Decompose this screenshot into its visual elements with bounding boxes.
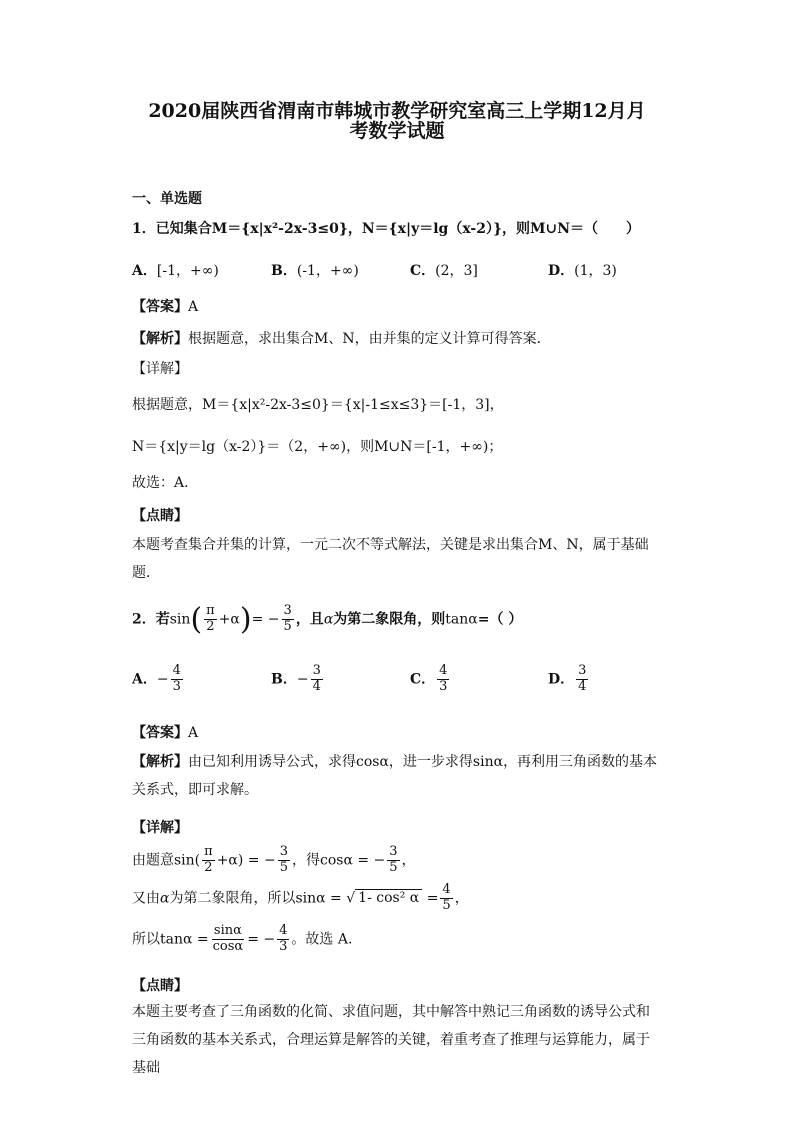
q2-detail-line2: 又由α为第二象限角，所以sinα = √ 1- cos² α = $\frac{4}{5}$ ， bbox=[132, 882, 469, 913]
q1-answer: 【答案】A bbox=[132, 299, 199, 315]
q1-analysis: 【解析】根据题意，求出集合M、N，由并集的定义计算可得答案． bbox=[132, 331, 551, 347]
q1-detail-line: 故选：A． bbox=[132, 475, 199, 491]
q1-comment-heading: 【点睛】 bbox=[132, 508, 188, 524]
q2-option-d: D． $\frac{3}{4}$ bbox=[548, 663, 587, 694]
q2-option-c: C． $\frac{4}{3}$ bbox=[410, 663, 448, 694]
q2-option-b: B．− $\frac{3}{4}$ bbox=[271, 663, 321, 694]
q1-option-b: B．(-1，+∞) bbox=[271, 263, 359, 279]
q2-option-a: A．− $\frac{4}{3}$ bbox=[132, 663, 181, 694]
section-heading: 一、单选题 bbox=[132, 191, 202, 207]
q2-detail-line3: 所以tanα = $\frac{\sin\alpha}{\cos\alpha}$ = − $\frac{4}{3}$ 。故选 A. bbox=[132, 923, 353, 954]
q2-detail-heading: 【详解】 bbox=[132, 820, 188, 836]
doc-title-line2: 考数学试题 bbox=[349, 120, 445, 142]
q2-analysis: 【解析】由已知利用诱导公式，求得cosα，进一步求得sinα，再利用三角函数的基本关系式，即可求解。 bbox=[132, 754, 658, 798]
q1-stem: 1．已知集合M＝{x|x²-2x-3≤0}，N＝{x|y＝lg（x-2）}，则M∪N＝（ ） bbox=[132, 221, 640, 237]
q2-stem: 2．若sin( $\frac{\pi}{2}$ +α)= − $\frac{3}{5}$ ，且α为第二象限角，则tanα=（ ） bbox=[132, 602, 523, 637]
q2-detail-line1: 由题意sin( $\frac{\pi}{2}$ +α) = − $\frac{3}{5}$ ，得cosα = − $\frac{3}{5}$ ， bbox=[132, 844, 416, 875]
q2-comment: 本题主要考查了三角函数的化简、求值问题，其中解答中熟记三角函数的诱导公式和三角函数的基本关系式，合理运算是解答的关键，着重考查了推理与运算能力，属于基础 bbox=[132, 1004, 650, 1076]
doc-title-line1: 2020届陕西省渭南市韩城市教学研究室高三上学期12月月 bbox=[148, 100, 646, 122]
q1-detail-line: N＝{x|y＝lg（x-2）}＝（2，+∞)，则M∪N＝[-1，+∞)； bbox=[132, 439, 503, 455]
q1-detail-line: 根据题意，M＝{x|x²-2x-3≤0}＝{x|-1≤x≤3}＝[-1，3]， bbox=[132, 397, 504, 413]
q1-detail-heading: 【详解】 bbox=[132, 361, 188, 377]
q1-option-c: C．(2，3] bbox=[410, 263, 478, 279]
q1-option-a: A．[-1，+∞) bbox=[132, 263, 219, 279]
q1-option-d: D．(1，3) bbox=[548, 263, 617, 279]
q2-answer: 【答案】A bbox=[132, 725, 199, 741]
q1-comment: 本题考查集合并集的计算，一元二次不等式解法，关键是求出集合M、N，属于基础题． bbox=[132, 537, 649, 581]
q2-comment-heading: 【点睛】 bbox=[132, 978, 188, 994]
